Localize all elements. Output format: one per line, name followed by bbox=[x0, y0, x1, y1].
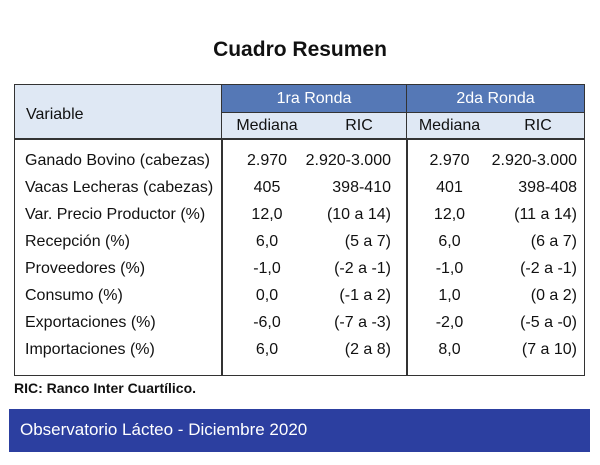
row-round2-ric: (0 a 2) bbox=[530, 287, 577, 304]
row-round1-ric: 398-410 bbox=[332, 179, 391, 196]
variable-header-label: Variable bbox=[26, 106, 84, 123]
row-round1-median: 0,0 bbox=[255, 287, 279, 304]
row-variable: Consumo (%) bbox=[25, 287, 123, 304]
row-round2-ric: 2.920-3.000 bbox=[491, 152, 577, 169]
row-round2-ric: (-2 a -1) bbox=[520, 260, 577, 277]
row-round1-median: 405 bbox=[253, 179, 281, 196]
table-row bbox=[15, 229, 584, 255]
row-round1-median: 6,0 bbox=[255, 233, 279, 250]
row-round2-ric: (6 a 7) bbox=[530, 233, 577, 250]
row-round2-median: 1,0 bbox=[438, 287, 461, 304]
row-round1-median: 2.970 bbox=[246, 152, 288, 169]
page-title: Cuadro Resumen bbox=[213, 38, 387, 61]
row-round2-median: 2.970 bbox=[429, 152, 470, 169]
table-row bbox=[15, 283, 584, 309]
row-variable: Recepción (%) bbox=[25, 233, 130, 250]
table-row bbox=[15, 175, 584, 201]
row-round1-ric: (-7 a -3) bbox=[334, 314, 391, 331]
row-round2-median: 401 bbox=[436, 179, 463, 196]
round2-median-header: Mediana bbox=[407, 113, 492, 138]
row-variable: Importaciones (%) bbox=[25, 341, 155, 358]
ric-note: RIC: Ranco Inter Cuartílico. bbox=[14, 380, 197, 396]
row-round1-ric: (-1 a 2) bbox=[339, 287, 391, 304]
header-divider bbox=[15, 138, 584, 140]
table-row bbox=[15, 337, 584, 363]
row-round1-median: 6,0 bbox=[255, 341, 279, 358]
row-round1-ric: (2 a 8) bbox=[344, 341, 391, 358]
row-round1-ric: (-2 a -1) bbox=[334, 260, 391, 277]
row-round1-ric: (5 a 7) bbox=[344, 233, 391, 250]
row-round2-median: -2,0 bbox=[435, 314, 464, 331]
row-round2-median: 6,0 bbox=[438, 233, 461, 250]
variable-header-cell bbox=[15, 85, 222, 138]
round1-header: 1ra Ronda bbox=[222, 85, 407, 113]
row-round2-ric: (7 a 10) bbox=[521, 341, 577, 358]
row-round2-ric: (-5 a -0) bbox=[520, 314, 577, 331]
round1-median-header: Mediana bbox=[222, 113, 312, 138]
row-variable: Vacas Lecheras (cabezas) bbox=[25, 179, 214, 196]
row-round1-ric: 2.920-3.000 bbox=[305, 152, 391, 169]
row-round1-median: 12,0 bbox=[251, 206, 283, 223]
row-variable: Var. Precio Productor (%) bbox=[25, 206, 206, 223]
row-round2-median: 12,0 bbox=[433, 206, 466, 223]
table-row bbox=[15, 202, 584, 228]
row-round2-median: 8,0 bbox=[438, 341, 461, 358]
round2-header: 2da Ronda bbox=[407, 85, 584, 113]
row-variable: Ganado Bovino (cabezas) bbox=[25, 152, 210, 169]
table-row bbox=[15, 256, 584, 282]
row-round2-ric: 398-408 bbox=[518, 179, 577, 196]
footer-text: Observatorio Lácteo - Diciembre 2020 bbox=[20, 420, 308, 439]
row-variable: Exportaciones (%) bbox=[25, 314, 156, 331]
table-row bbox=[15, 310, 584, 336]
round1-ric-header: RIC bbox=[312, 113, 407, 138]
row-round1-median: -1,0 bbox=[253, 260, 281, 277]
summary-table bbox=[14, 84, 585, 376]
footer-banner bbox=[9, 409, 590, 452]
row-round2-median: -1,0 bbox=[435, 260, 464, 277]
table-row bbox=[15, 148, 584, 174]
row-round1-ric: (10 a 14) bbox=[326, 206, 391, 223]
row-round2-ric: (11 a 14) bbox=[514, 206, 577, 223]
row-round1-median: -6,0 bbox=[253, 314, 281, 331]
row-variable: Proveedores (%) bbox=[25, 260, 146, 277]
round2-ric-header: RIC bbox=[492, 113, 584, 138]
